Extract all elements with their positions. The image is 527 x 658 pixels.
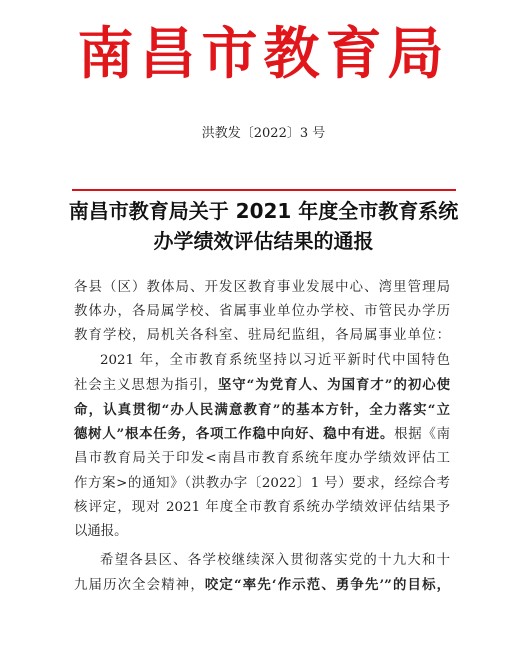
masthead-title: 南昌市教育局 (77, 21, 450, 87)
para1-line-6: 作方案>的通知》（洪教办字〔2022〕1 号）要求，经综合考 (74, 475, 450, 491)
red-divider-line (72, 189, 456, 191)
para1-line-2-bold: 坚守“为党育人、为国育才”的初心使 (217, 376, 451, 393)
body-paragraph-2 (74, 549, 450, 598)
para1-line-8: 以通报。 (74, 524, 128, 540)
para2-line-2-regular: 九届历次全会精神， (74, 578, 205, 594)
document-body (74, 276, 450, 599)
para2-line-2-bold: 咬定“率先‘作示范、勇争先’”的目标， (204, 577, 451, 594)
para1-line-4 (74, 422, 450, 447)
para2-line-1: 希望各县区、各学校继续深入贯彻落实党的十九大和十 (100, 553, 450, 569)
para2-line-2 (74, 573, 450, 598)
addressee-line-2: 教体办，各局属学校、省属事业单位办学校、市管民办学历 (74, 304, 450, 320)
para1-line-4-bold: 德树人”根本任务，各项工作稳中向好、稳中有进。 (74, 426, 395, 443)
addressee-line-1: 各县（区）教体局、开发区教育事业发展中心、湾里管理局 (74, 280, 450, 295)
para1-line-2-regular: 社会主义思想为指引， (74, 377, 218, 393)
para1-line-5: 昌市教育局关于印发<南昌市教育系统年度办学绩效评估工 (74, 451, 450, 467)
para1-line-1: 2021 年，全市教育系统坚持以习近平新时代中国特色 (100, 352, 450, 368)
document-title (40, 196, 487, 256)
para1-line-3: 命，认真贯彻“办人民满意教育”的基本方针，全力落实“立 (74, 402, 450, 419)
title-line-1: 南昌市教育局关于 2021 年度全市教育系统 (68, 199, 459, 223)
para1-line-4-regular: 根据《南 (394, 427, 451, 443)
body-paragraph-1 (74, 349, 450, 545)
addressee-line-3: 教育学校，局机关各科室、驻局纪监组，各局属事业单位： (74, 328, 450, 344)
title-line-2: 办学绩效评估结果的通报 (153, 229, 374, 253)
addressee-paragraph (74, 276, 450, 349)
para1-line-7: 核评定，现对 2021 年度全市教育系统办学绩效评估结果予 (74, 499, 450, 515)
para1-line-2 (74, 373, 450, 398)
document-number: 洪教发〔2022〕3 号 (201, 126, 326, 141)
